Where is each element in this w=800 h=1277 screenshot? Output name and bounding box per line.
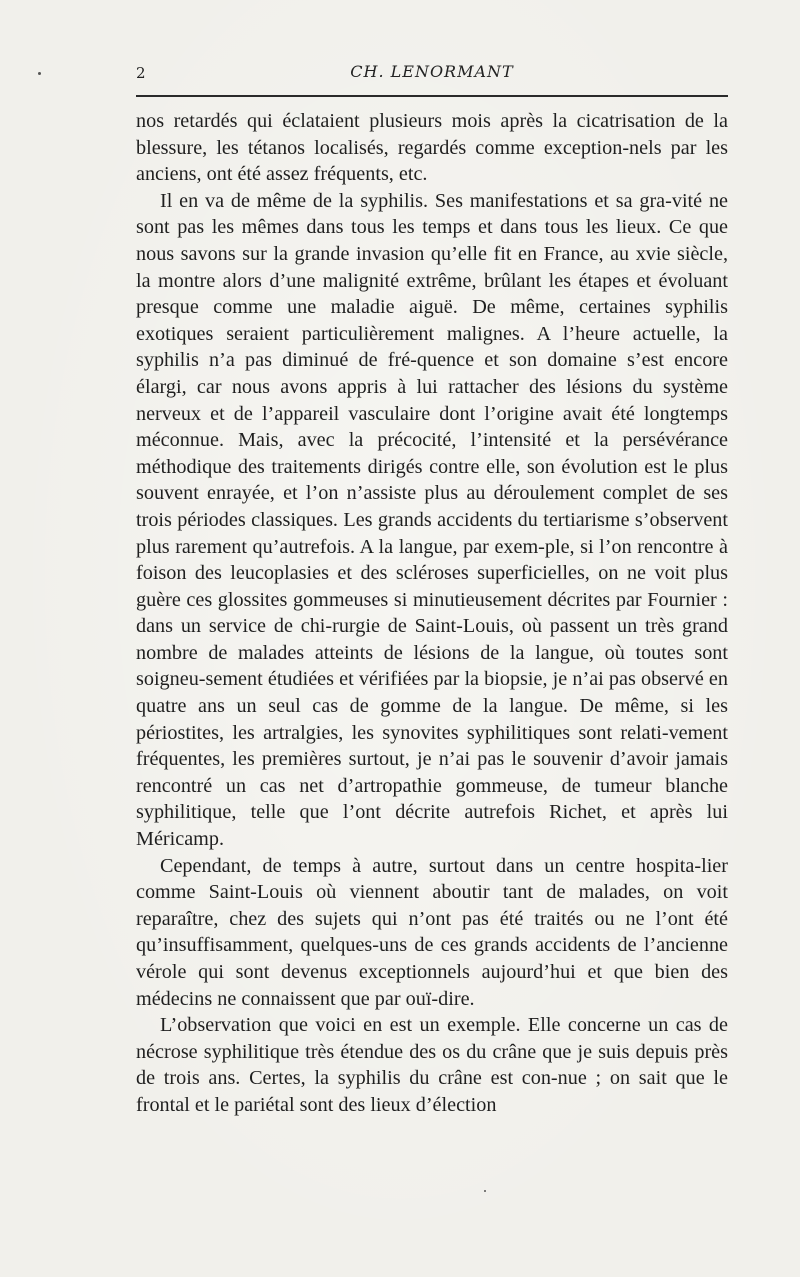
paragraph-3: Cependant, de temps à autre, surtout dans un centre hospita-lier comme Saint-Louis où viennent aboutir tant de malades, on voit reparaître, chez des sujets qui n’ont pas été traités ou ne l’ont été qu’insuffisamment, quelques-uns de ces grands accidents de l’ancienne vérole qui sont devenus exceptionnels aujourd’hui et que bien des médecins ne connaissent que par ouï-dire. [136, 854, 728, 1010]
running-head: CH. LENORMANT [350, 62, 514, 81]
paragraph-1: nos retardés qui éclataient plusieurs mois après la cicatrisation de la blessure, les tétanos localisés, regardés comme exception-nels par les anciens, ont été assez fréquents, etc. [136, 110, 728, 186]
paragraph-4: L’observation que voici en est un exemple. Elle concerne un cas de nécrose syphilitique très étendue des os du crâne que je suis depuis près de trois ans. Certes, la syphilis du crâne est con-nue ; on sait que le frontal et le pariétal sont des lieux d’élection [136, 1014, 728, 1116]
paper-speck [484, 1190, 486, 1192]
header-rule [136, 95, 728, 97]
page-number: 2 [136, 64, 146, 82]
page-header [136, 58, 728, 98]
body-text [136, 108, 728, 1119]
paper-speck [38, 72, 41, 75]
paragraph-2: Il en va de même de la syphilis. Ses manifestations et sa gra-vité ne sont pas les mêmes dans tous les temps et dans tous les lieux. Ce que nous savons sur la grande invasion qu’elle fit en France, au xvie siècle, la montre alors d’une malignité extrême, brûlant les étapes et évoluant presque comme une maladie aiguë. De même, certaines syphilis exotiques seraient particulièrement malignes. A l’heure actuelle, la syphilis n’a pas diminué de fré-quence et son domaine s’est encore élargi, car nous avons appris à lui rattacher des lésions du système nerveux et de l’appareil vasculaire dont l’origine avait été longtemps méconnue. Mais, avec la précocité, l’intensité et la persévérance méthodique des traitements dirigés contre elle, son évolution est le plus souvent enrayée, et l’on n’assiste plus au déroulement complet de ses trois périodes classiques. Les grands accidents du tertiarisme s’observent plus rarement qu’autrefois. A la langue, par exem-ple, si l’on rencontre à foison des leucoplasies et des scléroses superficielles, on ne voit plus guère ces glossites gommeuses si minutieusement décrites par Fournier : dans un service de chi-rurgie de Saint-Louis, où passent un très grand nombre de malades atteints de lésions de la langue, où toutes sont soigneu-sement étudiées et vérifiées par la biopsie, je n’ai pas observé en quatre ans un seul cas de gomme de la langue. De même, si les périostites, les artralgies, les synovites syphilitiques sont relati-vement fréquentes, les premières surtout, je n’ai pas le souvenir d’avoir jamais rencontré un cas net d’artropathie gommeuse, de tumeur blanche syphilitique, telle que l’ont décrite autrefois Richet, et après lui Méricamp. [136, 189, 728, 851]
